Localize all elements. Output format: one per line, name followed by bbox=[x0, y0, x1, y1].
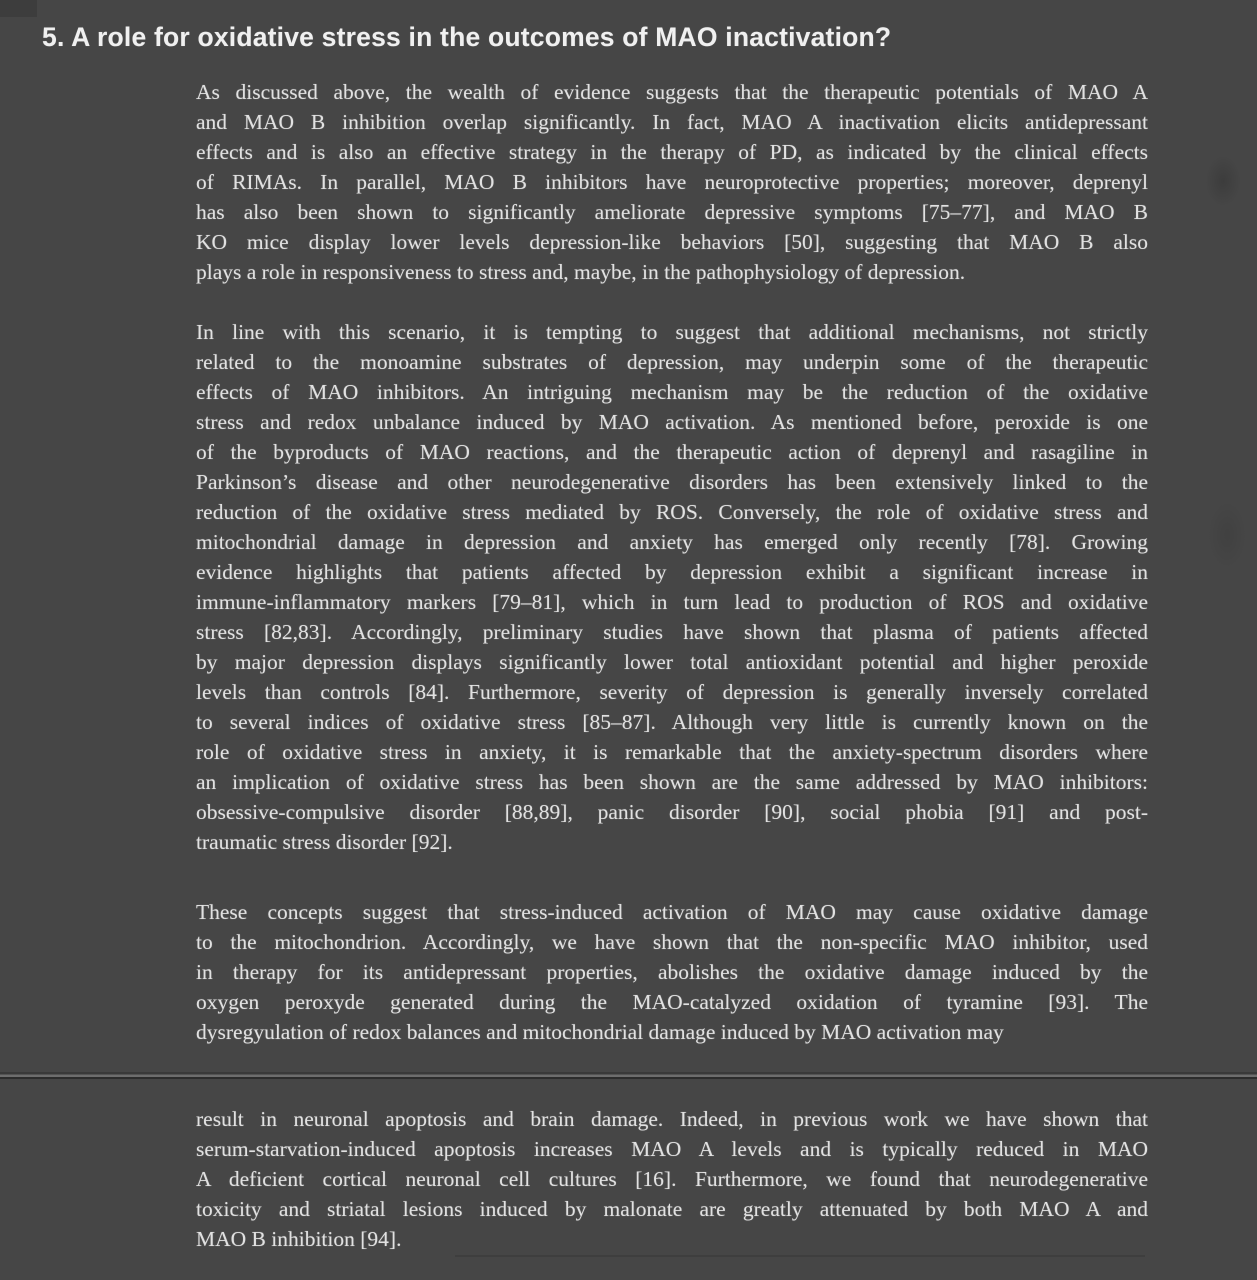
text-line: toxicity and striatal lesions induced by malonate are greatly attenuated by both MAO A and bbox=[196, 1197, 1148, 1221]
text-line: result in neuronal apoptosis and brain damage. Indeed, in previous work we have shown that bbox=[196, 1107, 1148, 1131]
text-line: serum-starvation-induced apoptosis increases MAO A levels and is typically reduced in MAO bbox=[196, 1137, 1148, 1161]
paragraph bbox=[196, 1104, 1148, 1254]
text-line: to the mitochondrion. Accordingly, we have shown that the non-specific MAO inhibitor, used bbox=[196, 930, 1148, 954]
page2-text-column bbox=[196, 1104, 1148, 1254]
text-line: effects of MAO inhibitors. An intriguing mechanism may be the reduction of the oxidative bbox=[196, 380, 1148, 404]
section-heading: 5. A role for oxidative stress in the outcomes of MAO inactivation? bbox=[42, 22, 892, 52]
text-line: stress and redox unbalance induced by MAO activation. As mentioned before, peroxide is one bbox=[196, 410, 1148, 434]
paragraph bbox=[196, 317, 1148, 857]
scan-artifact-smudge bbox=[1207, 500, 1247, 570]
text-line: role of oxidative stress in anxiety, it is remarkable that the anxiety-spectrum disorders where bbox=[196, 740, 1148, 764]
text-line: levels than controls [84]. Furthermore, severity of depression is generally inversely correlated bbox=[196, 680, 1148, 704]
text-line: oxygen peroxyde generated during the MAO-catalyzed oxidation of tyramine [93]. The bbox=[196, 990, 1148, 1014]
text-line: mitochondrial damage in depression and anxiety has emerged only recently [78]. Growing bbox=[196, 530, 1148, 554]
scan-artifact-corner bbox=[0, 0, 37, 17]
text-line: and MAO B inhibition overlap significantly. In fact, MAO A inactivation elicits antidepressant bbox=[196, 110, 1148, 134]
text-line: stress [82,83]. Accordingly, preliminary studies have shown that plasma of patients affected bbox=[196, 620, 1148, 644]
text-line: of RIMAs. In parallel, MAO B inhibitors have neuroprotective properties; moreover, deprenyl bbox=[196, 170, 1148, 194]
text-line: evidence highlights that patients affected by depression exhibit a significant increase in bbox=[196, 560, 1148, 584]
text-line: These concepts suggest that stress-induced activation of MAO may cause oxidative damage bbox=[196, 900, 1148, 924]
scan-artifact-smudge bbox=[1205, 155, 1241, 207]
page-break-divider bbox=[0, 1071, 1257, 1080]
text-line: As discussed above, the wealth of evidence suggests that the therapeutic potentials of MAO A bbox=[196, 80, 1148, 104]
text-line: traumatic stress disorder [92]. bbox=[196, 830, 453, 854]
scan-artifact-line bbox=[455, 1255, 1145, 1257]
text-line: obsessive-compulsive disorder [88,89], panic disorder [90], social phobia [91] and post- bbox=[196, 800, 1148, 824]
text-line: A deficient cortical neuronal cell cultures [16]. Furthermore, we found that neurodegenerative bbox=[196, 1167, 1148, 1191]
text-line: reduction of the oxidative stress mediated by ROS. Conversely, the role of oxidative stress and bbox=[196, 500, 1148, 524]
text-line: Parkinson’s disease and other neurodegenerative disorders has been extensively linked to the bbox=[196, 470, 1148, 494]
text-line: an implication of oxidative stress has been shown are the same addressed by MAO inhibitors: bbox=[196, 770, 1148, 794]
text-line: by major depression displays significantly lower total antioxidant potential and higher peroxide bbox=[196, 650, 1148, 674]
text-line: to several indices of oxidative stress [85–87]. Although very little is currently known on the bbox=[196, 710, 1148, 734]
text-line: KO mice display lower levels depression-like behaviors [50], suggesting that MAO B also bbox=[196, 230, 1148, 254]
paragraph bbox=[196, 897, 1148, 1047]
text-line: In line with this scenario, it is tempting to suggest that additional mechanisms, not strictly bbox=[196, 320, 1148, 344]
text-line: in therapy for its antidepressant properties, abolishes the oxidative damage induced by the bbox=[196, 960, 1148, 984]
text-line: plays a role in responsiveness to stress and, maybe, in the pathophysiology of depression. bbox=[196, 260, 966, 284]
text-line: immune-inflammatory markers [79–81], which in turn lead to production of ROS and oxidative bbox=[196, 590, 1148, 614]
paragraph bbox=[196, 77, 1148, 287]
text-line: MAO B inhibition [94]. bbox=[196, 1227, 402, 1251]
text-line: has also been shown to significantly ameliorate depressive symptoms [75–77], and MAO B bbox=[196, 200, 1148, 224]
text-line: related to the monoamine substrates of depression, may underpin some of the therapeutic bbox=[196, 350, 1148, 374]
text-line: dysregyulation of redox balances and mitochondrial damage induced by MAO activation may bbox=[196, 1020, 1004, 1044]
page1-text-column bbox=[196, 77, 1148, 1047]
text-line: effects and is also an effective strategy in the therapy of PD, as indicated by the clinical effects bbox=[196, 140, 1148, 164]
text-line: of the byproducts of MAO reactions, and the therapeutic action of deprenyl and rasagiline in bbox=[196, 440, 1148, 464]
